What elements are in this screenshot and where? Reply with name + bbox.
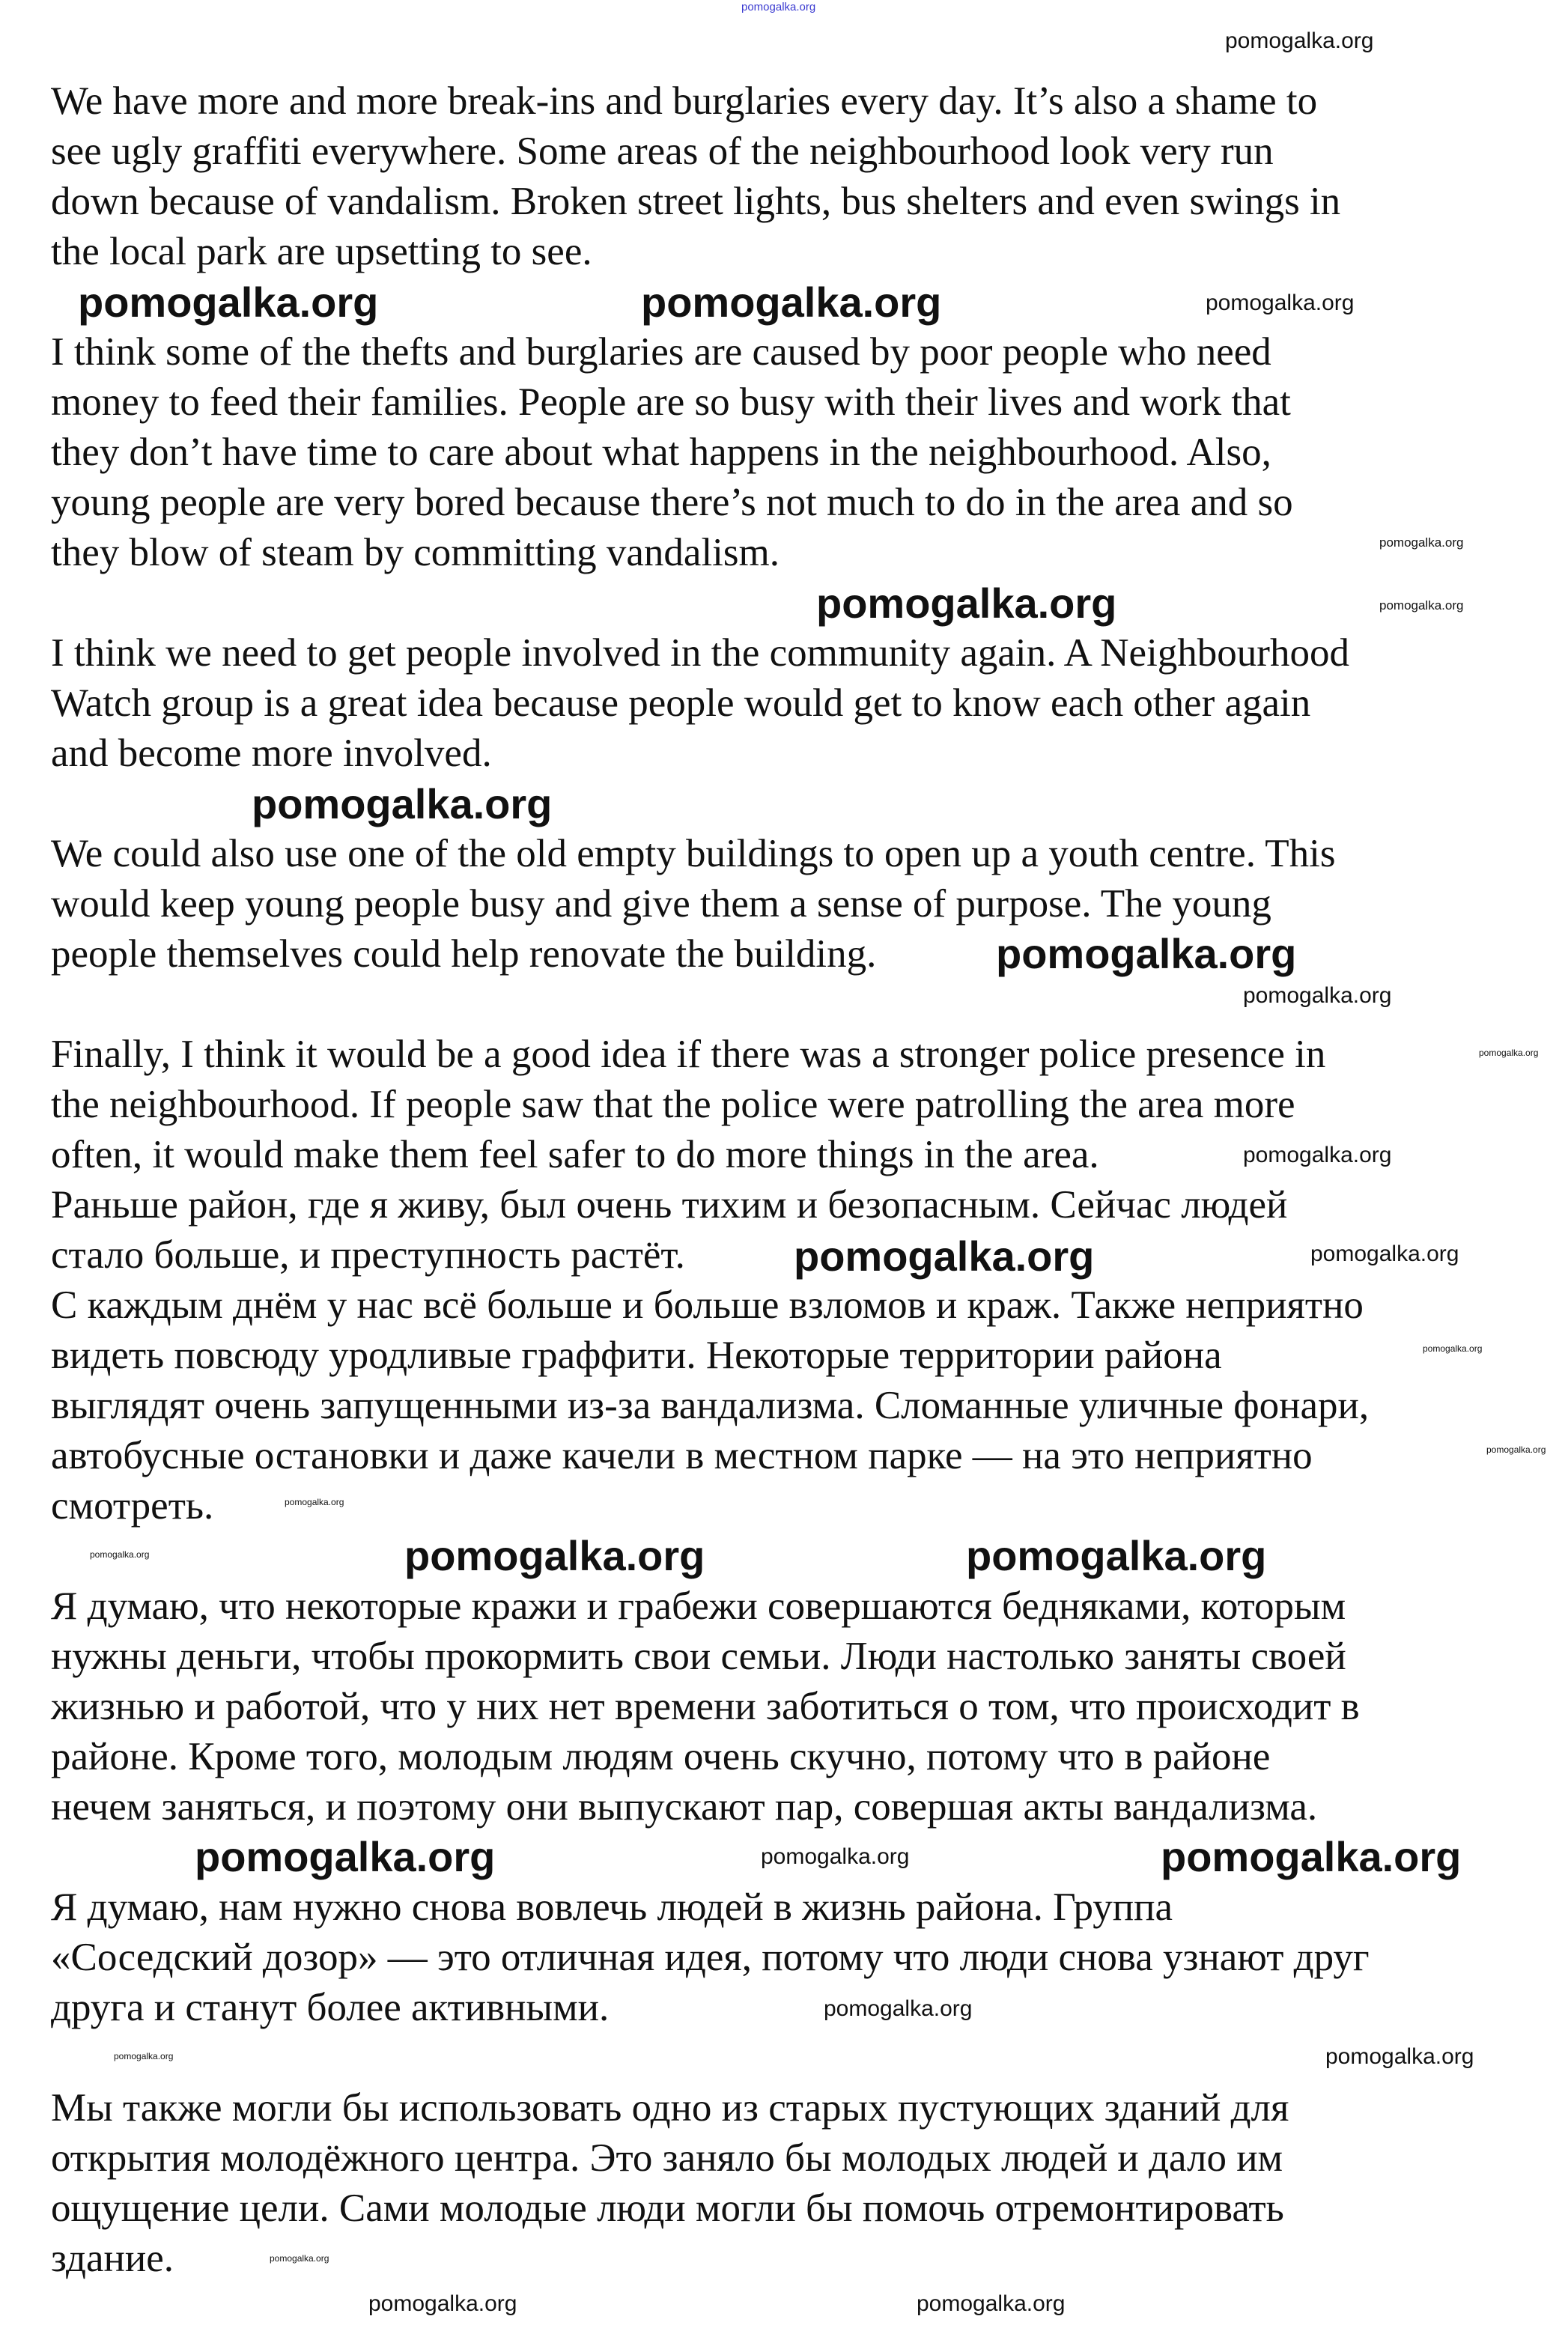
watermark: pomogalka.org xyxy=(1423,1343,1483,1354)
text-line: see ugly graffiti everywhere. Some areas of the neighbourhood look very run xyxy=(51,130,1274,173)
watermark: pomogalka.org xyxy=(641,279,942,326)
watermark: pomogalka.org xyxy=(1379,535,1464,550)
paragraph xyxy=(51,327,1370,578)
watermark: pomogalka.org xyxy=(195,1833,496,1880)
text-line: нечем заняться, и поэтому они выпускают пар, совершая акты вандализма. xyxy=(51,1785,1318,1829)
watermark: pomogalka.org xyxy=(1161,1833,1462,1880)
paragraph xyxy=(51,1030,1370,1180)
watermark: pomogalka.org xyxy=(816,580,1117,627)
text-line: Я думаю, нам нужно снова вовлечь людей в жизнь района. Группа xyxy=(51,1885,1173,1929)
text-line: друга и станут более активными. xyxy=(51,1986,610,2029)
watermark: pomogalka.org xyxy=(794,1233,1095,1280)
paragraph xyxy=(51,1581,1370,1832)
text-line: would keep young people busy and give them a sense of purpose. The young xyxy=(51,882,1271,926)
watermark: pomogalka.org xyxy=(996,930,1297,977)
watermark: pomogalka.org xyxy=(1325,2044,1474,2069)
paragraph xyxy=(51,1882,1370,2033)
text-line: жизнью и работой, что у них нет времени заботиться о том, что происходит в xyxy=(51,1685,1360,1728)
document-body xyxy=(51,76,1370,2284)
watermark: pomogalka.org xyxy=(1206,291,1355,315)
watermark: pomogalka.org xyxy=(270,2253,329,2264)
text-line: down because of vandalism. Broken street lights, bus shelters and even swings in xyxy=(51,180,1341,223)
paragraph xyxy=(51,2083,1370,2284)
watermark: pomogalka.org xyxy=(285,1497,344,1507)
paragraph-gap xyxy=(51,979,1370,1030)
text-line: видеть повсюду уродливые граффити. Некоторые территории района xyxy=(51,1334,1222,1377)
text-line: районе. Кроме того, молодым людям очень скучно, потому что в районе xyxy=(51,1735,1271,1778)
paragraph-gap xyxy=(51,578,1370,628)
text-line: нужны деньги, чтобы прокормить свои семьи. Люди настолько заняты своей xyxy=(51,1635,1346,1678)
text-line: Watch group is a great idea because people would get to know each other again xyxy=(51,681,1311,725)
text-line: and become more involved. xyxy=(51,732,492,775)
watermark: pomogalka.org xyxy=(404,1532,705,1579)
text-line: смотреть. xyxy=(51,1484,214,1528)
text-line: young people are very bored because there’s not much to do in the area and so xyxy=(51,481,1293,524)
paragraph-gap xyxy=(51,779,1370,829)
text-line: выглядят очень запущенными из-за вандализма. Сломанные уличные фонари, xyxy=(51,1384,1370,1427)
watermark: pomogalka.org xyxy=(966,1532,1267,1579)
text-line: We could also use one of the old empty buildings to open up a youth centre. This xyxy=(51,832,1336,875)
watermark: pomogalka.org xyxy=(1243,983,1392,1008)
watermark: pomogalka.org xyxy=(1310,1242,1459,1266)
paragraph xyxy=(51,1180,1370,1280)
text-line: автобусные остановки и даже качели в местном парке — на это неприятно xyxy=(51,1434,1313,1477)
text-line: I think some of the thefts and burglaries are caused by poor people who need xyxy=(51,330,1271,374)
text-line: стало больше, и преступность растёт. xyxy=(51,1233,685,1277)
text-line: ощущение цели. Сами молодые люди могли бы помочь отремонтировать xyxy=(51,2187,1284,2230)
watermark: pomogalka.org xyxy=(1243,1143,1392,1167)
text-line: Раньше район, где я живу, был очень тихим и безопасным. Сейчас людей xyxy=(51,1183,1288,1227)
watermark: pomogalka.org xyxy=(90,1549,150,1560)
text-line: they blow of steam by committing vandalism. xyxy=(51,531,780,574)
text-line: I think we need to get people involved in the community again. A Neighbourhood xyxy=(51,631,1349,675)
text-line: money to feed their families. People are so busy with their lives and work that xyxy=(51,380,1291,424)
watermark: pomogalka.org xyxy=(78,279,379,326)
paragraph xyxy=(51,1280,1370,1531)
watermark: pomogalka.org xyxy=(1225,28,1374,53)
watermark: pomogalka.org xyxy=(917,2291,1066,2316)
text-line: Finally, I think it would be a good idea if there was a stronger police presence in xyxy=(51,1033,1326,1076)
watermark: pomogalka.org xyxy=(1486,1444,1546,1455)
text-line: открытия молодёжного центра. Это заняло бы молодых людей и дало им xyxy=(51,2136,1283,2180)
text-line: the local park are upsetting to see. xyxy=(51,230,592,273)
text-line: «Соседский дозор» — это отличная идея, потому что люди снова узнают друг xyxy=(51,1936,1370,1979)
watermark: pomogalka.org xyxy=(824,1996,973,2021)
text-line: often, it would make them feel safer to do more things in the area. xyxy=(51,1133,1099,1176)
watermark-top[interactable]: pomogalka.org xyxy=(741,1,816,13)
paragraph xyxy=(51,76,1370,277)
paragraph xyxy=(51,628,1370,779)
text-line: they don’t have time to care about what happens in the neighbourhood. Also, xyxy=(51,431,1271,474)
paragraph-gap xyxy=(51,2033,1370,2083)
watermark: pomogalka.org xyxy=(252,780,553,827)
text-line: people themselves could help renovate the building. xyxy=(51,932,877,976)
watermark: pomogalka.org xyxy=(1479,1048,1539,1058)
watermark: pomogalka.org xyxy=(1379,598,1464,613)
text-line: здание. xyxy=(51,2237,174,2280)
text-line: We have more and more break-ins and burglaries every day. It’s also a shame to xyxy=(51,79,1318,123)
watermark: pomogalka.org xyxy=(368,2291,517,2316)
watermark: pomogalka.org xyxy=(761,1844,910,1869)
watermark: pomogalka.org xyxy=(114,2051,174,2061)
text-line: Я думаю, что некоторые кражи и грабежи совершаются бедняками, которым xyxy=(51,1584,1346,1628)
text-line: the neighbourhood. If people saw that the police were patrolling the area more xyxy=(51,1083,1295,1126)
text-line: С каждым днём у нас всё больше и больше взломов и краж. Также неприятно xyxy=(51,1283,1364,1327)
text-line: Мы также могли бы использовать одно из старых пустующих зданий для xyxy=(51,2086,1289,2130)
